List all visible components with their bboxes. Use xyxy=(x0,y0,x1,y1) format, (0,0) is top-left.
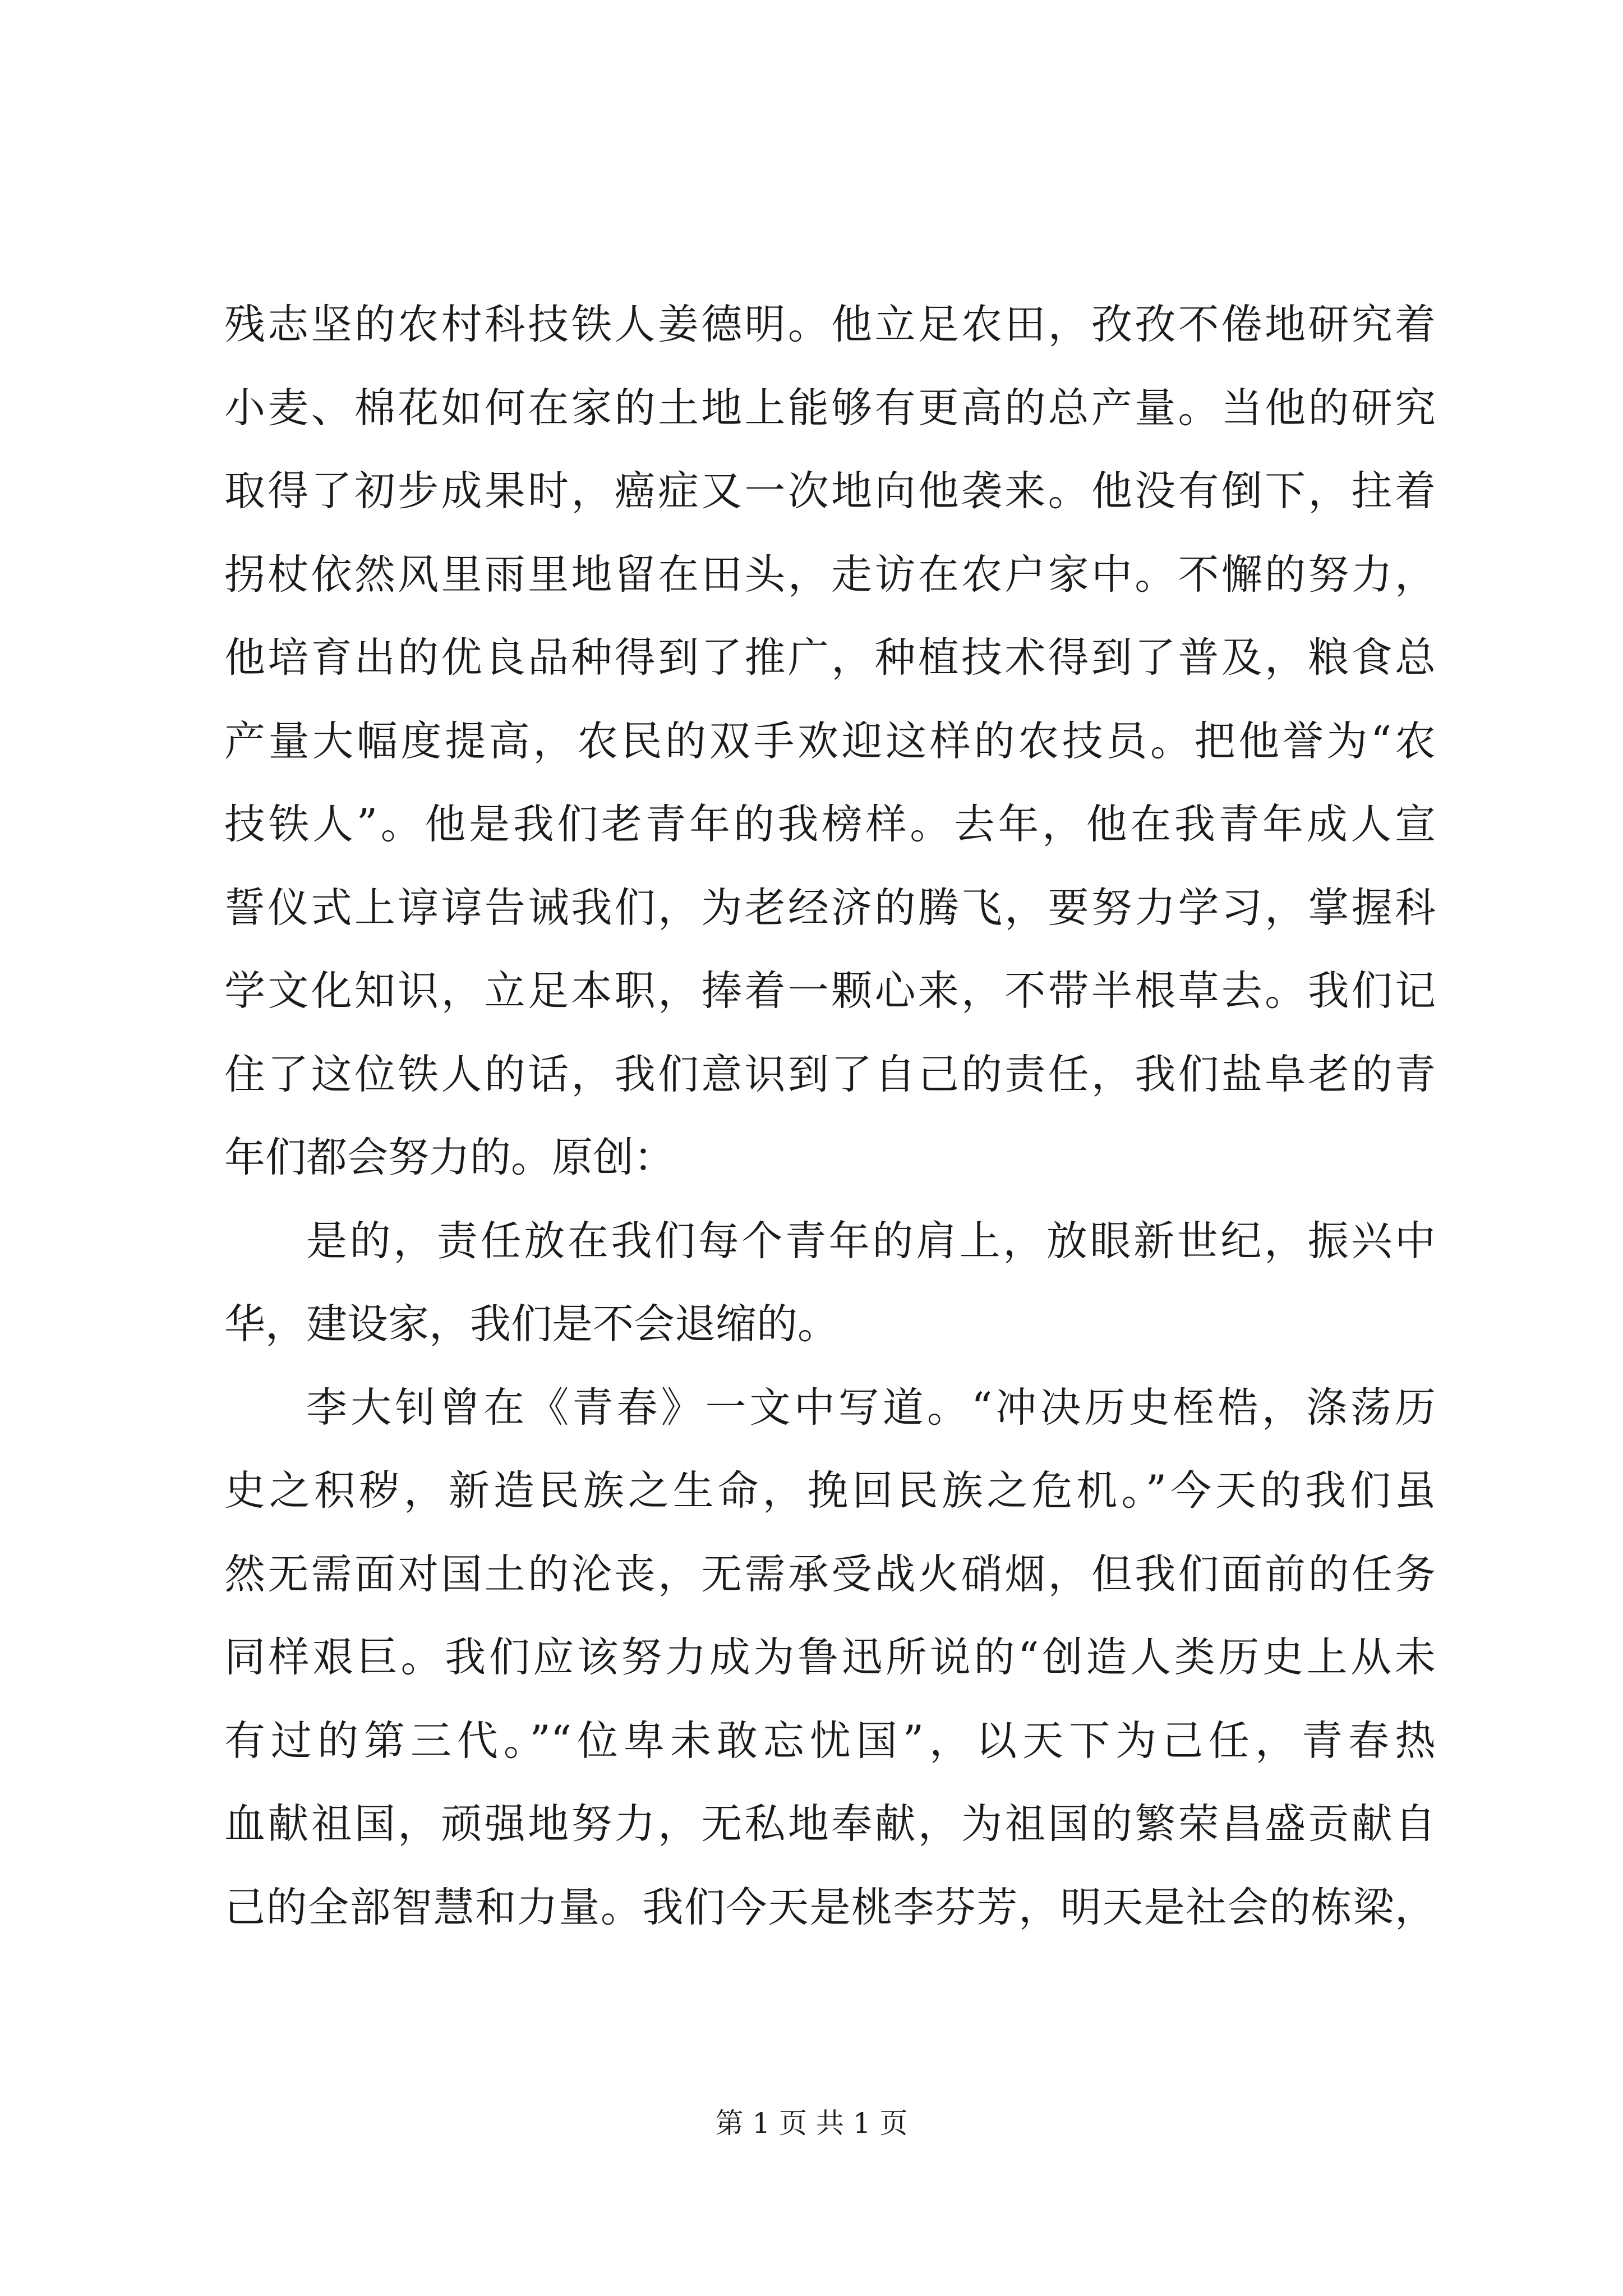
text-line: 学文化知识，立足本职，捧着一颗心来，不带半根草去。我们记 xyxy=(224,967,1436,1015)
text-line: 年们都会努力的。原创： xyxy=(224,1134,675,1181)
text-line: 他培育出的优良品种得到了推广，种植技术得到了普及，粮食总 xyxy=(224,634,1436,682)
text-line: 华，建设家，我们是不会退缩的。 xyxy=(224,1300,838,1348)
text-line: 技铁人”。他是我们老青年的我榜样。去年，他在我青年成人宣 xyxy=(224,800,1436,848)
text-line: 残志坚的农村科技铁人姜德明。他立足农田，孜孜不倦地研究着 xyxy=(224,301,1436,348)
text-line: 同样艰巨。我们应该努力成为鲁迅所说的“创造人类历史上从未 xyxy=(224,1634,1436,1681)
text-line: 产量大幅度提高，农民的双手欢迎这样的农技员。把他誉为“农 xyxy=(224,717,1436,765)
text-line: 然无需面对国土的沦丧，无需承受战火硝烟，但我们面前的任务 xyxy=(224,1550,1436,1598)
text-line: 拐杖依然风里雨里地留在田头，走访在农户家中。不懈的努力， xyxy=(224,550,1436,599)
text-line: 取得了初步成果时，癌症又一次地向他袭来。他没有倒下，拄着 xyxy=(224,467,1436,515)
page-footer: 第 1 页 共 1 页 xyxy=(715,2107,908,2139)
text-line: 己的全部智慧和力量。我们今天是桃李芬芳，明天是社会的栋梁， xyxy=(224,1883,1436,1931)
paragraph xyxy=(224,1366,1436,1950)
text-line: 有过的第三代。”“位卑未敢忘忧国”，以天下为己任，青春热 xyxy=(224,1717,1436,1765)
text-line: 史之积秽，新造民族之生命，挽回民族之危机。”今天的我们虽 xyxy=(224,1467,1436,1515)
text-line: 誓仪式上谆谆告诫我们，为老经济的腾飞，要努力学习，掌握科 xyxy=(224,884,1436,932)
body-text xyxy=(224,283,1436,1949)
paragraph xyxy=(224,283,1436,1200)
text-line: 血献祖国，顽强地努力，无私地奉献，为祖国的繁荣昌盛贡献自 xyxy=(224,1800,1436,1848)
text-line: 是的，责任放在我们每个青年的肩上，放眼新世纪，振兴中 xyxy=(306,1217,1436,1265)
paragraph xyxy=(224,1200,1436,1366)
text-line: 住了这位铁人的话，我们意识到了自己的责任，我们盐阜老的青 xyxy=(224,1050,1436,1098)
text-line: 李大钊曾在《青春》一文中写道。“冲决历史桎梏，涤荡历 xyxy=(306,1383,1436,1432)
text-line: 小麦、棉花如何在家的土地上能够有更高的总产量。当他的研究 xyxy=(224,384,1436,432)
